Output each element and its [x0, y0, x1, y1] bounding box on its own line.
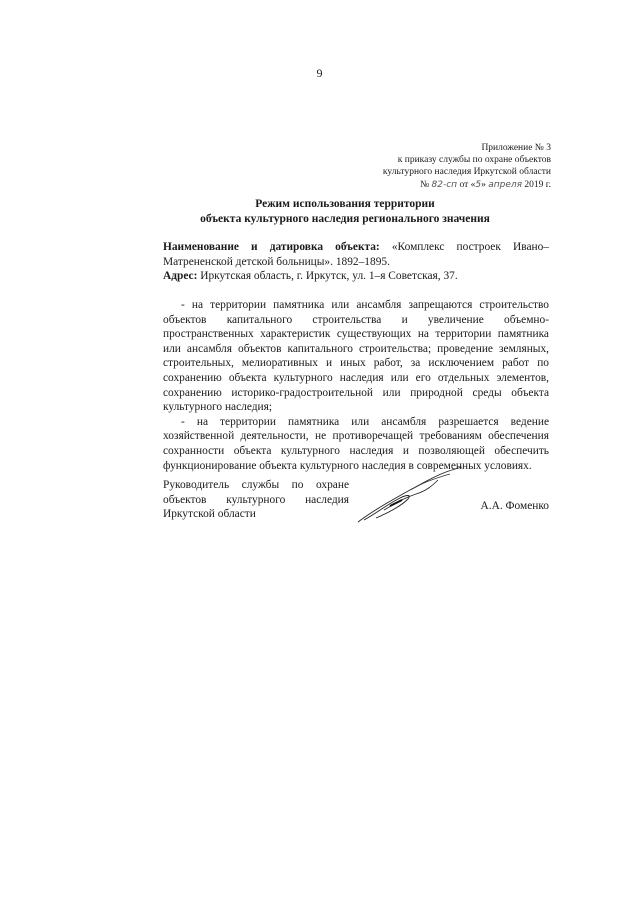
appendix-line1: Приложение № 3	[481, 143, 551, 153]
date-month: апреля	[488, 179, 523, 190]
date-day: 5	[475, 179, 482, 190]
signer-position: Руководитель службы по охране объектов культурного наследия Иркутской области	[163, 479, 349, 521]
appendix-number-date	[291, 179, 551, 191]
order-number: 82-сп	[431, 179, 458, 190]
date-year: 2019 г.	[524, 179, 551, 190]
date-from: от «	[459, 179, 476, 190]
usage-rules	[163, 298, 549, 473]
date-mid: »	[481, 179, 486, 190]
signer-name: А.А. Фоменко	[480, 500, 549, 512]
rule-paragraph-prohibited: - на территории памятника или ансамбля запрещаются строительство объектов капитального строительства и увеличение объемно-пространственных характеристик существующих на территории памятника или ансамбля объектов капитального строительства; проведение земляных, строительных, мелиоративных и иных работ, за исключением работ по сохранению объекта культурного наследия или его отдельных элементов, сохранению историко-градостроительной или природной среды объекта культурного наследия;	[163, 299, 549, 414]
object-name	[163, 240, 549, 269]
handwritten-signature	[354, 466, 464, 526]
appendix-line3: культурного наследия Иркутской области	[382, 167, 551, 178]
appendix-header	[291, 142, 551, 191]
appendix-line2: к приказу службы по охране объектов	[397, 155, 551, 166]
rule-paragraph-allowed: - на территории памятника или ансамбля разрешается ведение хозяйственной деятельности, не противоречащей требованиям обеспечения сохранности объекта культурного наследия и позволяющей обеспечить функционирование объекта культурного наследия в современных условиях.	[163, 415, 549, 472]
address-label: Адрес:	[163, 270, 198, 282]
title-line1: Режим использования территории	[255, 198, 435, 210]
object-name-label: Наименование и датировка объекта:	[163, 241, 380, 253]
title-line2: объекта культурного наследия регионального значения	[200, 213, 490, 225]
number-prefix: №	[420, 179, 430, 190]
object-name-value: «Комплекс построек Ивано–Матрененской детской больницы». 1892–1895.	[163, 241, 549, 268]
page-number: 9	[316, 66, 323, 80]
address-value: Иркутская область, г. Иркутск, ул. 1–я Советская, 37.	[200, 270, 458, 282]
object-address	[163, 269, 549, 284]
document-title	[160, 197, 530, 227]
